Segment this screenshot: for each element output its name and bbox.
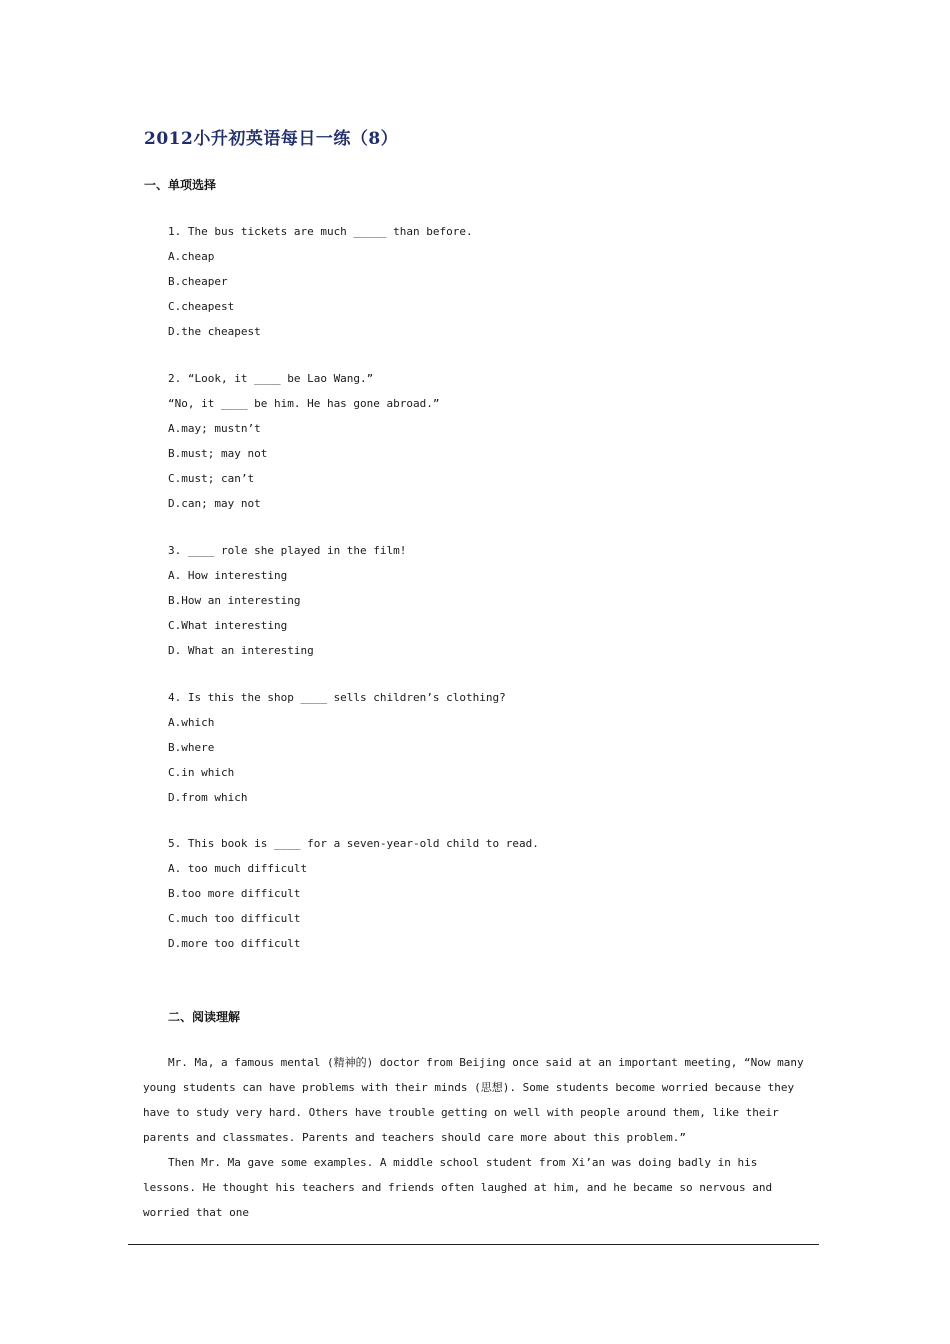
question-stem: 5. This book is ____ for a seven-year-old child to read. xyxy=(168,837,539,850)
option-c: C.much too difficult xyxy=(168,912,301,925)
option-d: D.can; may not xyxy=(168,497,261,510)
option-d: D.more too difficult xyxy=(168,937,301,950)
option-b: B.too more difficult xyxy=(168,887,301,900)
option-c: C.must; can’t xyxy=(168,472,255,485)
question-2 xyxy=(168,372,440,522)
question-stem: 1. The bus tickets are much _____ than before. xyxy=(168,225,473,238)
document-title: 2012小升初英语每日一练（8） xyxy=(144,129,399,149)
section-heading-multiple-choice: 一、单项选择 xyxy=(144,178,217,192)
option-c: C.cheapest xyxy=(168,300,235,313)
question-1 xyxy=(168,225,473,350)
option-a: A. too much difficult xyxy=(168,862,308,875)
option-d: D.from which xyxy=(168,791,248,804)
paragraph-text: Mr. Ma, a famous mental (精神的) doctor from Beijing once said at an important meeting, “Now many young students can have problems with their minds (思想). Some students become worried because they have to study very hard. Others have trouble getting on well with people around them, like their parents and classmates. Parents and teachers should care more about this problem.” xyxy=(143,1056,804,1144)
option-b: B.cheaper xyxy=(168,275,228,288)
question-stem: 2. “Look, it ____ be Lao Wang.” xyxy=(168,372,374,385)
question-5 xyxy=(168,837,539,962)
option-a: A.cheap xyxy=(168,250,215,263)
option-a: A.may; mustn’t xyxy=(168,422,261,435)
section-heading-reading: 二、阅读理解 xyxy=(168,1010,241,1024)
option-b: B.How an interesting xyxy=(168,594,301,607)
option-a: A. How interesting xyxy=(168,569,288,582)
option-d: D. What an interesting xyxy=(168,644,314,657)
question-stem-continued: “No, it ____ be him. He has gone abroad.” xyxy=(168,397,440,410)
footer-divider xyxy=(128,1244,819,1245)
question-stem: 3. ____ role she played in the film! xyxy=(168,544,407,557)
option-b: B.where xyxy=(168,741,215,754)
paragraph-text: Then Mr. Ma gave some examples. A middle school student from Xi’an was doing badly in his lessons. He thought his teachers and friends often laughed at him, and he became so nervous and worried that one xyxy=(143,1156,773,1219)
option-a: A.which xyxy=(168,716,215,729)
option-b: B.must; may not xyxy=(168,447,268,460)
reading-paragraph-2 xyxy=(143,1150,805,1225)
question-stem: 4. Is this the shop ____ sells children’s clothing? xyxy=(168,691,506,704)
question-3 xyxy=(168,544,406,669)
option-c: C.in which xyxy=(168,766,235,779)
reading-paragraph-1 xyxy=(143,1050,805,1150)
option-d: D.the cheapest xyxy=(168,325,261,338)
option-c: C.What interesting xyxy=(168,619,288,632)
question-4 xyxy=(168,691,506,816)
